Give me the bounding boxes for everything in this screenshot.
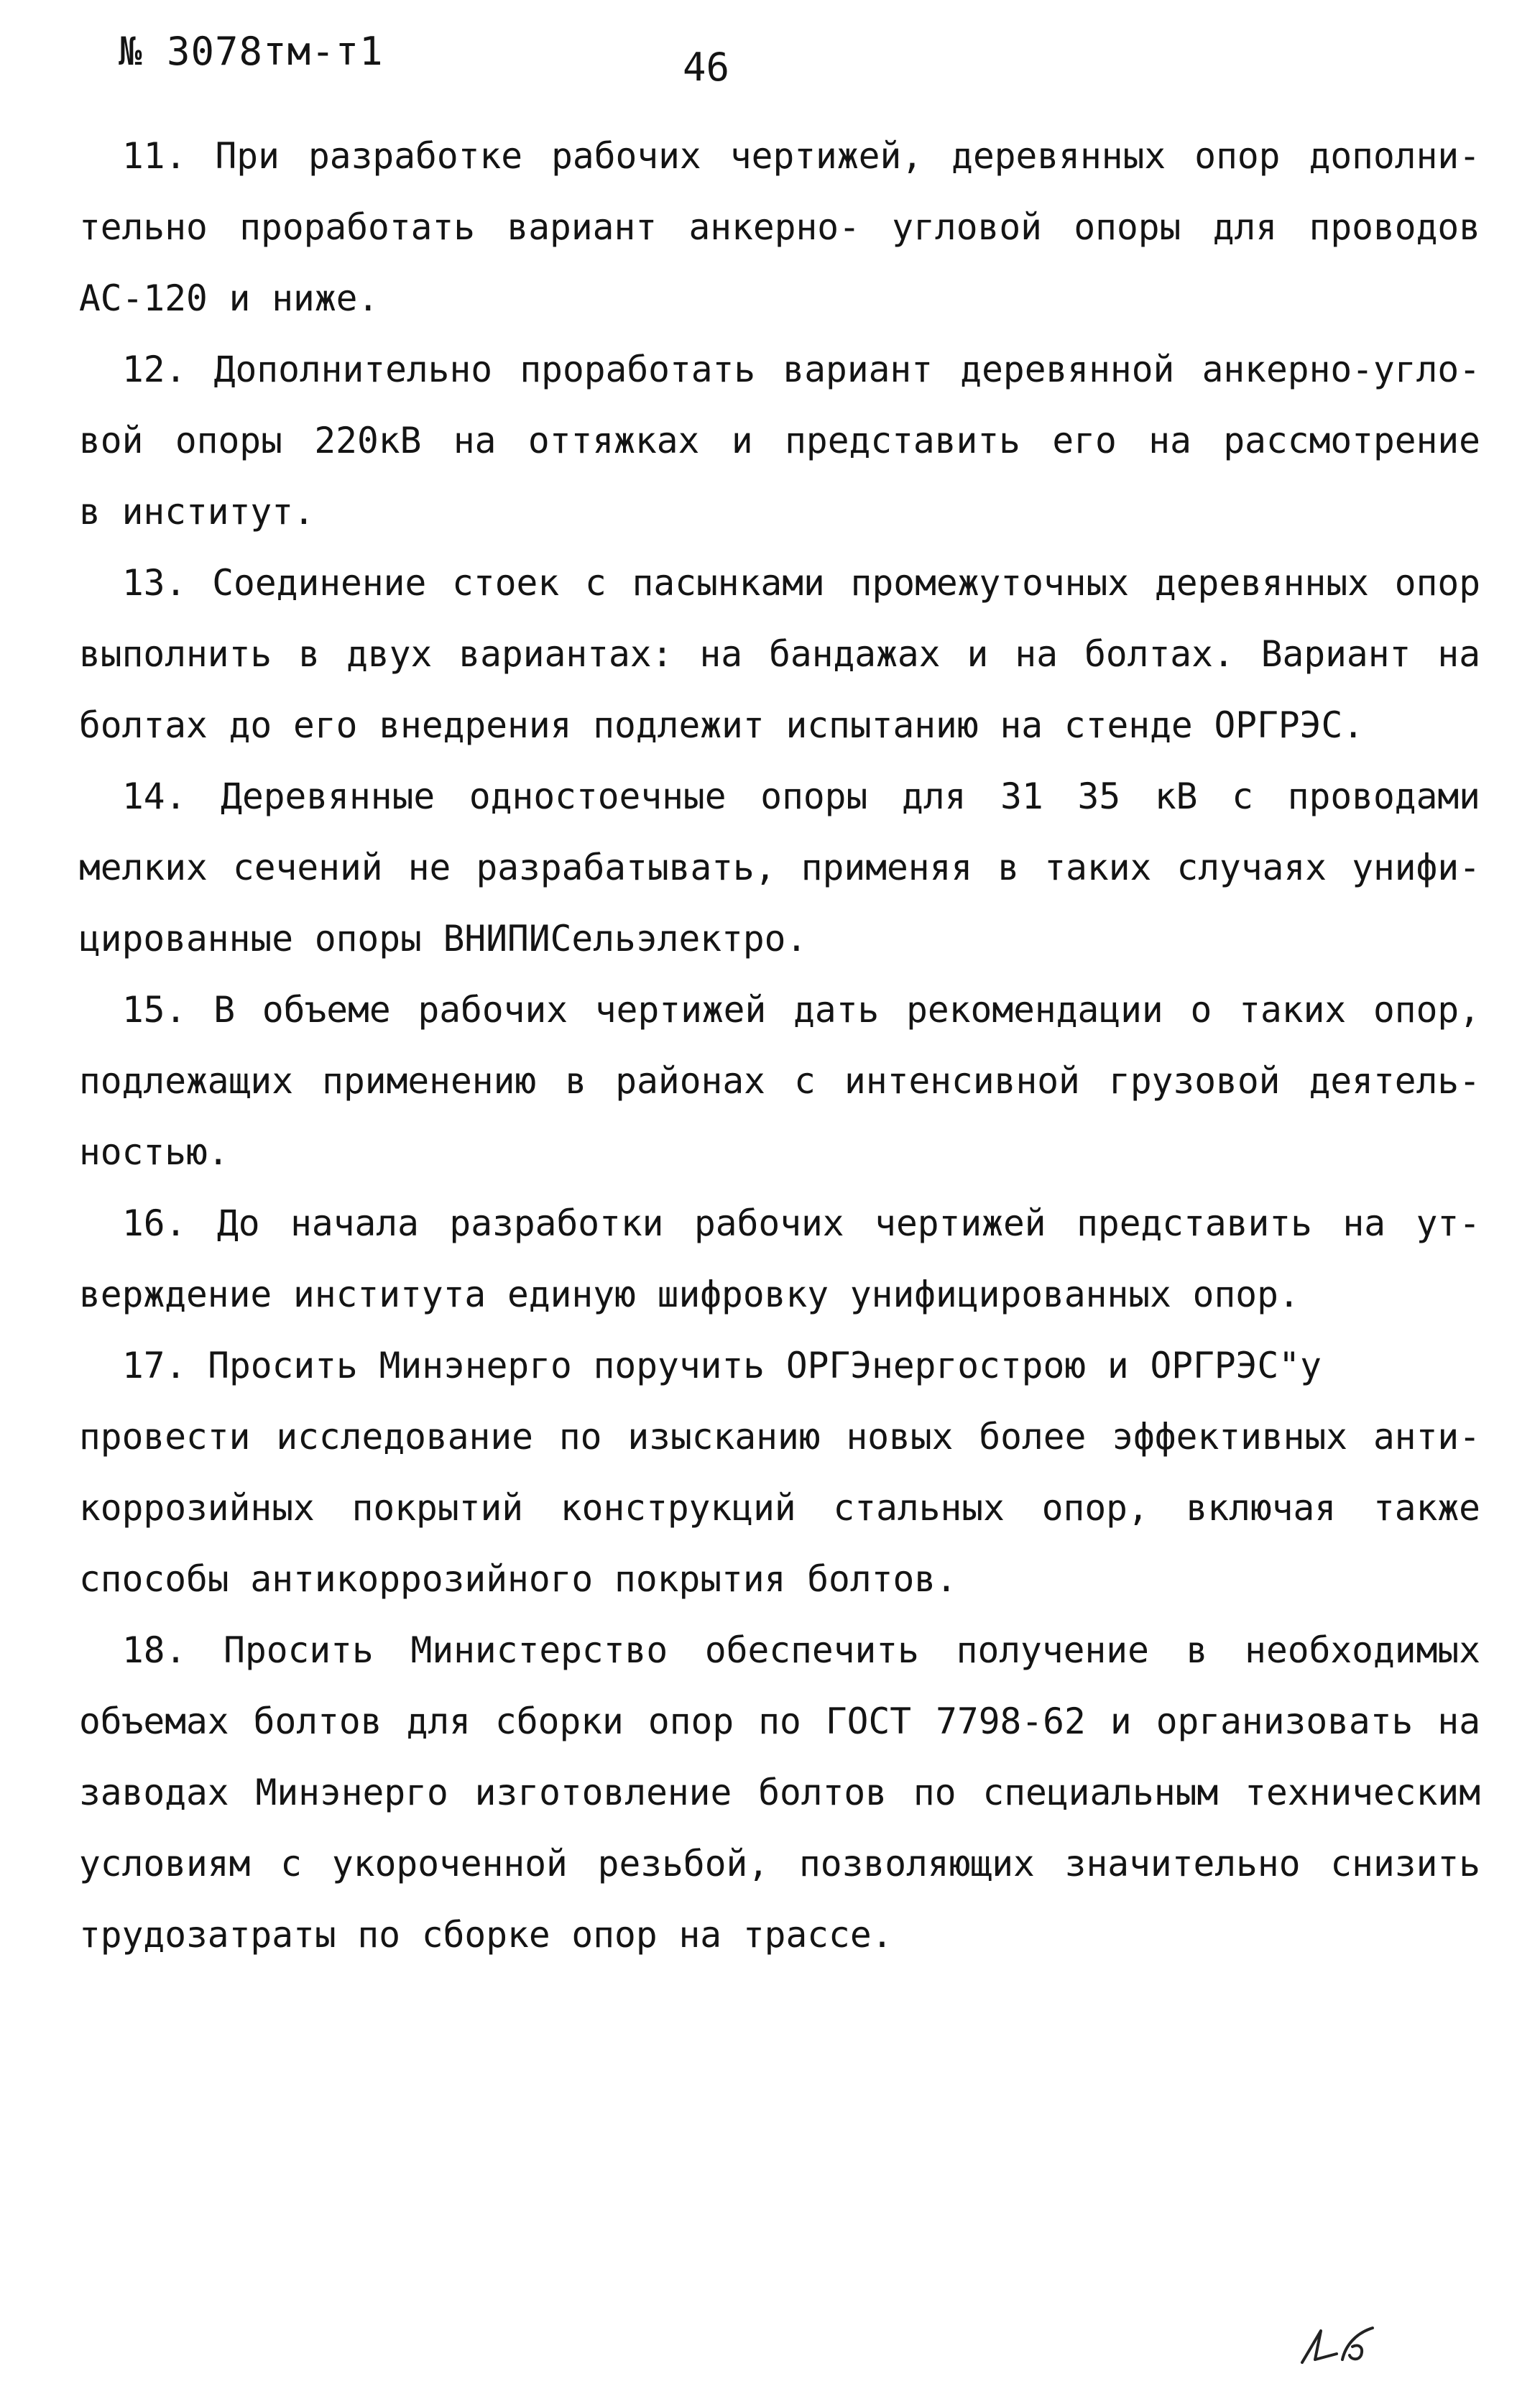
text-line: объемах болтов для сборки опор по ГОСТ 7798-62 и организовать на: [79, 1700, 1480, 1742]
paragraph-12: [79, 334, 1480, 548]
text-line: вой опоры 220кВ на оттяжках и представить его на рассмотрение: [79, 420, 1480, 461]
text-line: в институт.: [79, 491, 315, 533]
text-line: заводах Минэнерго изготовление болтов по специальным техническим: [79, 1772, 1480, 1813]
text-line: коррозийных покрытий конструкций стальных опор, включая также: [79, 1487, 1480, 1529]
text-line: верждение института единую шифровку унифицированных опор.: [79, 1274, 1300, 1315]
text-line: АС-120 и ниже.: [79, 277, 379, 319]
text-line: 16. До начала разработки рабочих чертижей представить на ут-: [122, 1202, 1480, 1244]
paragraph-14: [79, 761, 1480, 975]
text-line: выполнить в двух вариантах: на бандажах и на болтах. Вариант на: [79, 633, 1480, 675]
paragraph-11: [79, 121, 1480, 334]
paragraph-18: [79, 1615, 1480, 1971]
text-line: подлежащих применению в районах с интенсивной грузовой деятель-: [79, 1060, 1480, 1102]
text-line: 14. Деревянные одностоечные опоры для 31 35 кВ с проводами: [122, 776, 1480, 817]
text-line: 18. Просить Министерство обеспечить получение в необходимых: [122, 1629, 1480, 1671]
text-line: болтах до его внедрения подлежит испытанию на стенде ОРГРЭС.: [79, 704, 1365, 746]
text-line: 15. В объеме рабочих чертижей дать рекомендации о таких опор,: [122, 989, 1480, 1031]
text-line: тельно проработать вариант анкерно- угловой опоры для проводов: [79, 206, 1480, 248]
page-number: 46: [683, 45, 730, 90]
text-line: провести исследование по изысканию новых более эффективных анти-: [79, 1416, 1480, 1458]
text-line: условиям с укороченной резьбой, позволяющих значительно снизить: [79, 1843, 1480, 1884]
text-line: способы антикоррозийного покрытия болтов.: [79, 1558, 957, 1600]
text-line: трудозатраты по сборке опор на трассе.: [79, 1914, 893, 1956]
paragraph-13: [79, 548, 1480, 761]
paragraph-17: [79, 1330, 1480, 1615]
text-line: 13. Соединение стоек с пасынками промежуточных деревянных опор: [122, 562, 1480, 604]
text-line: цированные опоры ВНИПИСельэлектро.: [79, 918, 808, 959]
text-line: 17. Просить Минэнерго поручить ОРГЭнергострою и ОРГРЭС"у: [122, 1345, 1322, 1386]
document-body: [79, 121, 1480, 1971]
text-line: мелких сечений не разрабатывать, применяя в таких случаях унифи-: [79, 847, 1480, 888]
paragraph-16: [79, 1188, 1480, 1330]
text-line: 11. При разработке рабочих чертижей, деревянных опор дополни-: [122, 135, 1480, 177]
handwritten-page-mark: [1286, 2318, 1387, 2375]
document-number: № 3078тм-т1: [119, 29, 384, 74]
text-line: 12. Дополнительно проработать вариант деревянной анкерно-угло-: [122, 349, 1480, 390]
paragraph-15: [79, 975, 1480, 1188]
text-line: ностью.: [79, 1131, 229, 1173]
